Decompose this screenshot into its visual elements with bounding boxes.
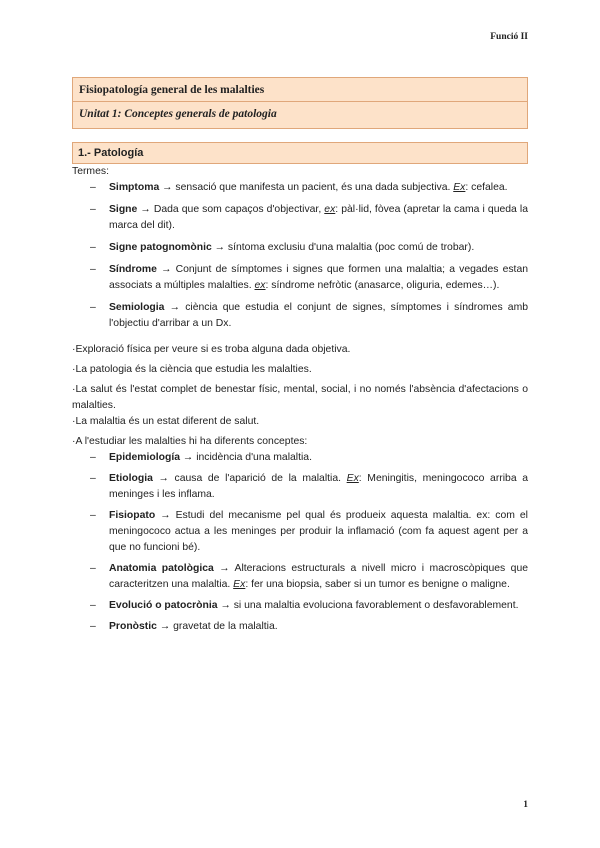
example-text: : cefalea.: [465, 182, 508, 193]
page-number: 1: [523, 800, 528, 810]
bullet-dash: –: [90, 510, 96, 521]
example-text: : Meningitis, meningococo arriba a meninges i les inflama.: [109, 473, 529, 500]
note-salut: ·La salut és l'estat complet de benestar físic, mental, social, i no només l'absència d'afectacions o malalties.: [72, 384, 528, 411]
concepts-item: [72, 508, 528, 556]
arrow-icon: →: [158, 473, 169, 484]
definition-text: Conjunt de símptomes i signes que formen una malaltia; a vegades estan associats a múltiples malalties.: [109, 264, 529, 291]
concepts-item: [72, 471, 528, 503]
term-label: Simptoma: [109, 182, 160, 193]
bullet-dash: –: [90, 452, 96, 463]
terms-list: [72, 180, 528, 332]
running-header: Funció II: [490, 32, 528, 42]
definition-text: si una malaltia evoluciona favorablement o desfavorablement.: [233, 600, 519, 611]
arrow-icon: →: [219, 563, 230, 574]
arrow-icon: →: [140, 204, 151, 215]
bullet-dash: –: [90, 182, 96, 193]
terms-item: [72, 262, 528, 294]
note-exploracio: ·Exploració física per veure si es troba alguna dada objetiva.: [72, 344, 351, 355]
term-label: Epidemiología: [109, 452, 181, 463]
arrow-icon: →: [162, 182, 173, 193]
bullet-dash: –: [90, 204, 96, 215]
term-label: Signe patognomònic: [109, 242, 212, 253]
terms-item: [72, 300, 528, 332]
term-label: Evolució o patocrònia: [109, 600, 218, 611]
term-label: Signe: [109, 204, 138, 215]
arrow-icon: →: [160, 510, 171, 521]
term-label: Pronòstic: [109, 621, 157, 632]
course-title: Fisiopatología general de les malalties: [72, 77, 528, 102]
definition-text: gravetat de la malaltia.: [173, 621, 278, 632]
example-text: : fer una biopsia, saber si un tumor es benigne o maligne.: [245, 579, 510, 590]
concepts-item: [72, 619, 528, 635]
bullet-dash: –: [90, 264, 96, 275]
concepts-item: [72, 561, 528, 593]
definition-text: incidència d'una malaltia.: [196, 452, 312, 463]
example-label: ex: [324, 204, 336, 215]
definition-text: síntoma exclusiu d'una malaltia (poc comú de trobar).: [227, 242, 475, 253]
unit-title: Unitat 1: Conceptes generals de patologia: [72, 102, 528, 129]
example-label: Ex: [233, 579, 246, 590]
term-label: Síndrome: [109, 264, 157, 275]
terms-item: [72, 202, 528, 234]
bullet-dash: –: [90, 600, 96, 611]
example-label: ex: [254, 280, 266, 291]
terms-item: [72, 240, 528, 256]
definition-text: Alteracions estructurals a nivell micro i macroscòpiques que caracteritzen una malaltia.: [109, 563, 528, 590]
arrow-icon: →: [169, 302, 181, 313]
arrow-icon: →: [220, 600, 231, 611]
example-label: Ex: [346, 473, 359, 484]
arrow-icon: →: [159, 621, 171, 632]
bullet-dash: –: [90, 242, 96, 253]
arrow-icon: →: [214, 242, 226, 253]
term-label: Semiologia: [109, 302, 165, 313]
note-conceptes: ·A l'estudiar les malalties hi ha diferents conceptes:: [72, 436, 308, 447]
section-heading: 1.- Patología: [72, 142, 528, 164]
example-text: : pàl·lid, fòvea (apretar la cama i queda la marca del dit).: [109, 204, 528, 231]
concepts-item: [72, 598, 528, 614]
example-text: : síndrome nefròtic (anasarce, oliguria, edemes…).: [265, 280, 500, 291]
terms-item: [72, 180, 528, 196]
definition-text: Dada que som capaços d'objectivar,: [153, 204, 325, 215]
bullet-dash: –: [90, 621, 96, 632]
term-label: Fisiopato: [109, 510, 156, 521]
arrow-icon: →: [182, 452, 194, 463]
concepts-list: [72, 450, 528, 635]
example-label: Ex: [453, 182, 466, 193]
note-patologia: ·La patologia és la ciència que estudia les malalties.: [72, 364, 312, 375]
definition-text: causa de l'aparició de la malaltia.: [174, 473, 347, 484]
definition-text: sensació que manifesta un pacient, és una dada subjectiva.: [175, 182, 454, 193]
bullet-dash: –: [90, 302, 96, 313]
concepts-item: [72, 450, 528, 466]
definition-text: Estudi del mecanisme pel qual és produeix aquesta malaltia. ex: com el meningococo actua a les meninges per produir la inflamació (com fa aquest agent per a que no funcioni bé).: [109, 510, 528, 553]
term-label: Anatomia patològica: [109, 563, 214, 574]
arrow-icon: →: [161, 264, 172, 275]
bullet-dash: –: [90, 563, 96, 574]
definition-text: ciència que estudia el conjunt de signes, símptomes i síndromes amb l'objectiu d'arribar a un Dx.: [109, 302, 529, 329]
term-label: Etiologia: [109, 473, 153, 484]
bullet-dash: –: [90, 473, 96, 484]
note-malaltia: ·La malaltia és un estat diferent de salut.: [72, 416, 260, 427]
document-body: [72, 164, 528, 640]
intro-label: Termes:: [72, 166, 109, 177]
